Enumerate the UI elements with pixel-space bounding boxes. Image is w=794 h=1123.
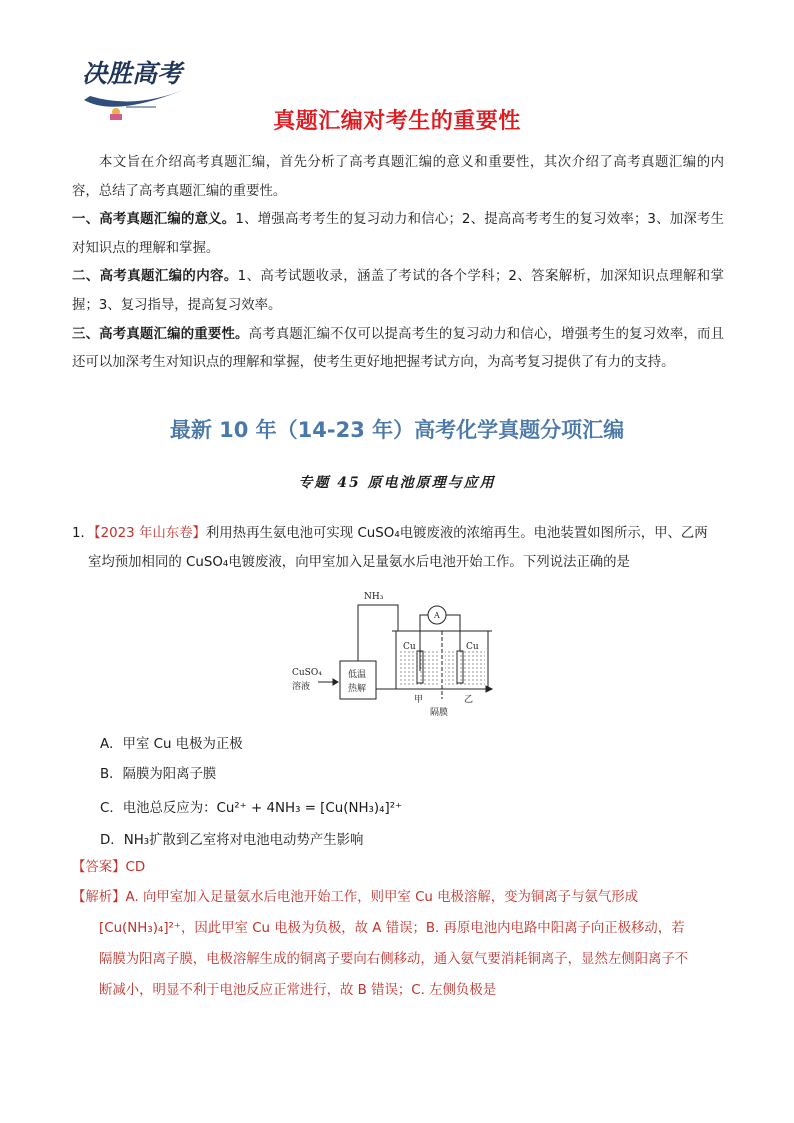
- battery-diagram: [272, 587, 512, 727]
- nh3-label: NH₃: [364, 592, 384, 602]
- cu-right-label: Cu: [466, 642, 479, 652]
- intro-heading-3: 三、高考真题汇编的重要性。: [72, 326, 249, 342]
- wire-right: [446, 615, 460, 651]
- explanation-line-4: 断减小，明显不利于电池反应正常进行，故 B 错误；C. 左侧负极是: [99, 983, 497, 998]
- nh3-pipe-right: [372, 605, 398, 631]
- option-b: B．隔膜为阳离子膜: [100, 767, 217, 782]
- intro-paragraph-4: [72, 321, 724, 378]
- options: [100, 732, 402, 858]
- explanation: [72, 882, 724, 1006]
- answer: 【答案】CD: [72, 860, 146, 875]
- intro-paragraph-2: [72, 206, 724, 263]
- intro-heading-2: 二、高考真题汇编的内容。: [72, 269, 238, 285]
- intro-heading-1: 一、高考真题汇编的意义。: [72, 212, 236, 228]
- explanation-line-3: 隔膜为阳离子膜，电极溶解生成的铜离子要向右侧移动，通入氨气要消耗铜离子，显然左侧阳离子不: [99, 952, 689, 967]
- intro-paragraph-1: 本文旨在介绍高考真题汇编，首先分析了高考真题汇编的意义和重要性，其次介绍了高考真题汇编的内容，总结了高考真题汇编的重要性。: [72, 155, 724, 199]
- page-title: 真题汇编对考生的重要性: [273, 109, 521, 134]
- topic-title: 专题 45 原电池原理与应用: [298, 475, 496, 491]
- question-number: 1．: [72, 526, 94, 541]
- option-c: C．电池总反应为：Cu²⁺ + 4NH₃ = [Cu(NH₃)₄]²⁺: [100, 801, 403, 816]
- question-stem-line-2: 室均预加相同的 CuSO₄电镀废液，向甲室加入足量氨水后电池开始工作。下列说法正确的是: [88, 555, 630, 570]
- section-title: 最新 10 年（14-23 年）高考化学真题分项汇编: [169, 418, 625, 442]
- chamber-yi-label: 乙: [464, 695, 474, 705]
- intro-body-1: 1、增强高考考生的复习动力和信心；2、提高高考考生的复习效率；3、加深考生对知识点的理解和掌握。: [72, 212, 724, 256]
- explanation-line-2: [Cu(NH₃)₄]²⁺，因此甲室 Cu 电极为负极，故 A 错误；B. 再原电池内电路中阳离子向正极移动，若: [99, 921, 685, 936]
- option-d: D．NH₃扩散到乙室将对电池电动势产生影响: [100, 833, 364, 848]
- cuso4-label: CuSO₄: [292, 668, 322, 678]
- ammeter-label: A: [434, 611, 440, 620]
- intro-text: [72, 149, 724, 378]
- solution-label: 溶液: [292, 682, 311, 692]
- cu-left-label: Cu: [403, 642, 416, 652]
- intro-paragraph-3: [72, 263, 724, 320]
- box-label-1: 低温: [348, 670, 367, 680]
- intro-body-2: 1、高考试题收录，涵盖了考试的各个学科；2、答案解析，加深知识点理解和掌握；3、复习指导，提高复习效率。: [72, 269, 724, 313]
- question-stem-line-1: [72, 519, 724, 548]
- option-a: A．甲室 Cu 电极为正极: [100, 737, 243, 752]
- explanation-line-1: 【解析】A. 向甲室加入足量氨水后电池开始工作，则甲室 Cu 电极溶解，变为铜离子与氨气形成: [72, 890, 639, 905]
- nh3-pipe-left: [358, 605, 372, 661]
- intro-body-3: 高考真题汇编不仅可以提高考生的复习动力和信心，增强考生的复习效率，而且还可以加深考生对知识点的理解和掌握，使考生更好地把握考试方向，为高考复习提供了有力的支持。: [72, 326, 725, 371]
- chamber-jia-label: 甲: [414, 695, 424, 705]
- question-stem-1: 利用热再生氨电池可实现 CuSO₄电镀废液的浓缩再生。电池装置如图所示，甲、乙两: [205, 526, 708, 541]
- logo-text: 决胜高考: [82, 59, 183, 88]
- box-label-2: 热解: [348, 684, 367, 694]
- question-source: 【2023 年山东卷】: [93, 526, 206, 541]
- question-1: [72, 519, 724, 577]
- membrane-label: 隔膜: [430, 708, 449, 718]
